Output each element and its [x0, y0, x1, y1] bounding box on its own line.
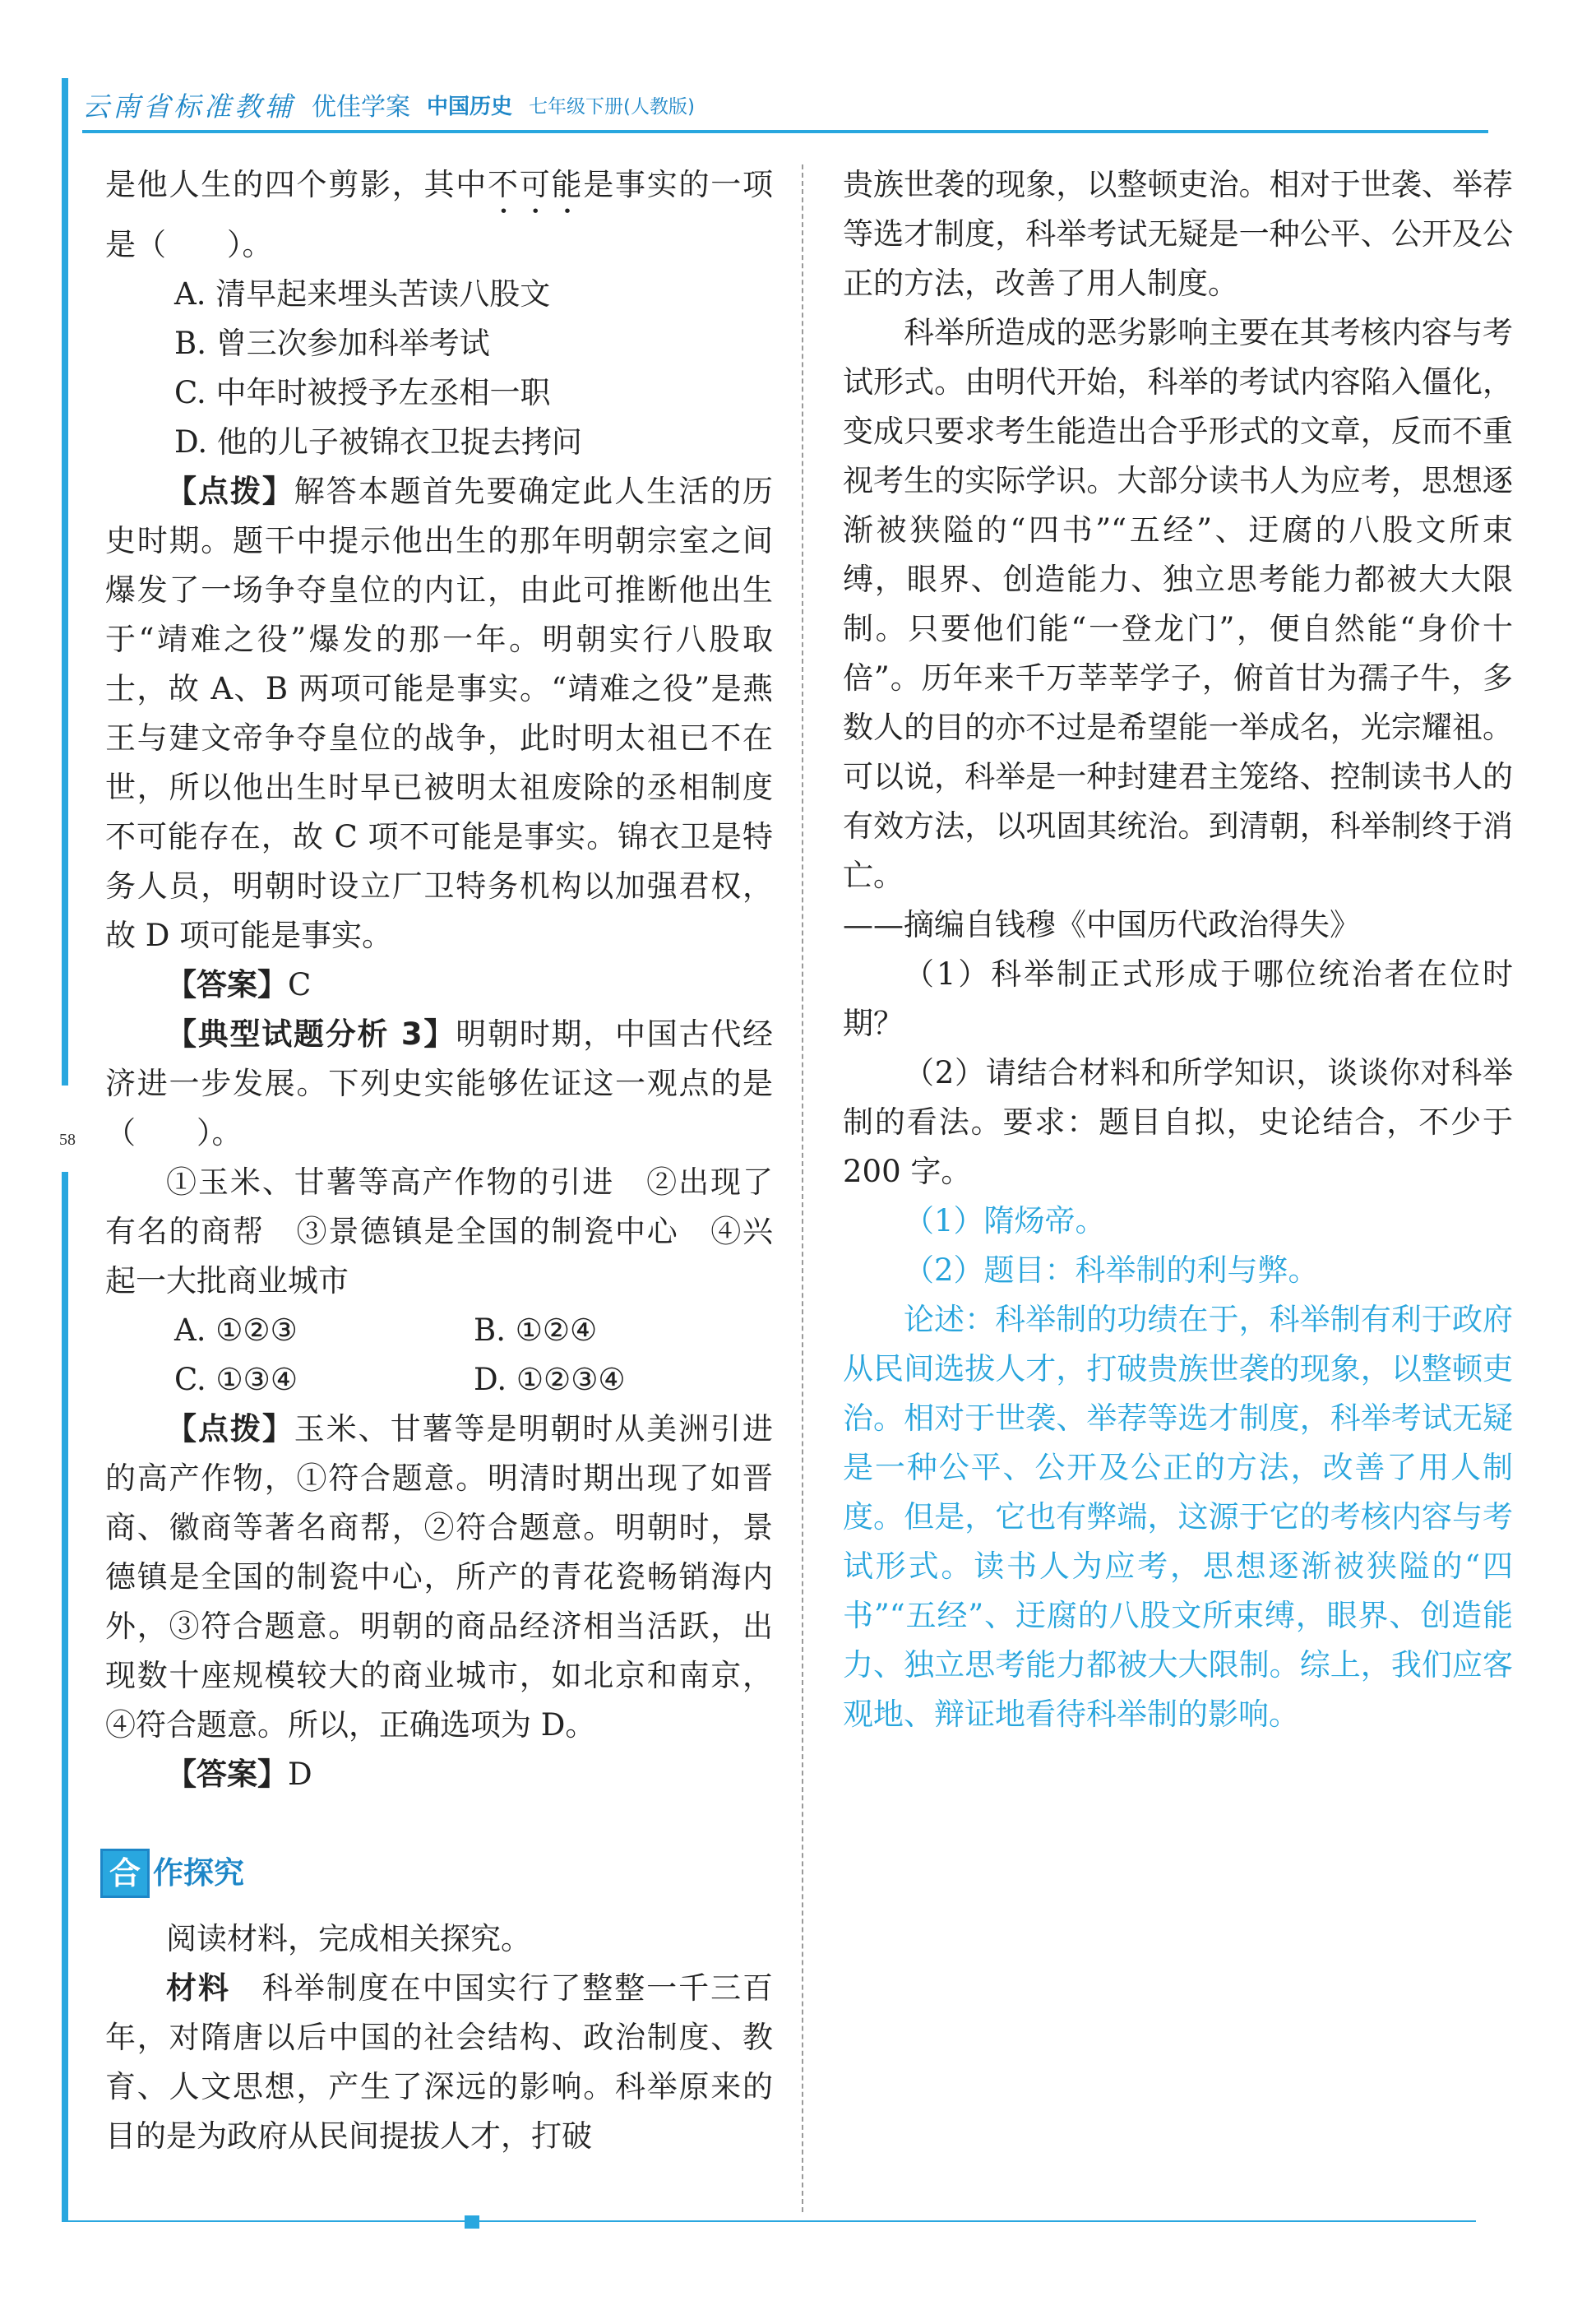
option-d: D. 他的儿子被锦衣卫捉去拷问	[174, 424, 582, 460]
answer-2-title: （2）题目：科举制的利与弊。	[904, 1252, 1319, 1288]
hint-paragraph	[105, 467, 773, 961]
stem-emphasis: 不可能	[488, 167, 584, 202]
answer3-tag: 【答案】	[166, 1757, 288, 1792]
question3-stem	[105, 1010, 773, 1158]
book-title: 优佳学案	[312, 93, 410, 122]
option-a: A. 清早起来埋头苦读八股文	[174, 276, 551, 312]
page-number: 58	[59, 1131, 76, 1149]
material-text-2: 贵族世袭的现象，以整顿吏治。相对于世袭、举荐等选才制度，科举考试无疑是一种公平、公开及公正的方法，改善了用人制度。	[843, 167, 1513, 301]
series-title: 云南省标准教辅	[82, 90, 295, 123]
question3-items: ①玉米、甘薯等高产作物的引进 ②出现了有名的商帮 ③景德镇是全国的制瓷中心 ④兴起一大批商业城市	[105, 1164, 773, 1299]
left-column	[105, 160, 773, 2161]
option3-a: A. ①②③	[174, 1312, 298, 1348]
grade-label: 七年级下册(人教版)	[529, 95, 695, 118]
question-2: （2）请结合材料和所学知识，谈谈你对科举制的看法。要求：题目自拟，史论结合，不少于 200 字。	[843, 1055, 1513, 1189]
subject-label: 中国历史	[427, 94, 513, 119]
option3-d: D. ①②③④	[474, 1362, 626, 1397]
material-tag: 材料	[166, 1970, 230, 2006]
material-text-3: 科举所造成的恶劣影响主要在其考核内容与考试形式。由明代开始，科举的考试内容陷入僵化，变成只要求考生能造出合乎形式的文章，反而不重视考生的实际学识。大部分读书人为应考，思想逐渐被狭隘的“四书”“五经”、迂腐的八股文所束缚，眼界、创造能力、独立思考能力都被大大限制。只要他们能“一登龙门”，便自然能“身价十倍”。历年来千万莘莘学子，俯首甘为孺子牛，多数人的目的亦不过是希望能一举成名，光宗耀祖。可以说，科举是一种封建君主笼络、控制读书人的有效方法，以巩固其统治。到清朝，科举制终于消亡。	[843, 315, 1513, 893]
section-heading	[105, 1849, 773, 1898]
page-header	[82, 81, 1488, 128]
hint-tag: 【点拨】	[166, 474, 294, 509]
answer-2-body: 论述：科举制的功绩在于，科举制有利于政府从民间选拔人才，打破贵族世袭的现象，以整顿吏治。相对于世袭、举荐等选才制度，科举考试无疑是一种公平、公开及公正的方法，改善了用人制度。但是，它也有弊端，这源于它的考核内容与考试形式。读书人为应考，思想逐渐被狭隘的“四书”“五经”、迂腐的八股文所束缚，眼界、创造能力、独立思考能力都被大大限制。综上，我们应客观地、辩证地看待科举制的影响。	[843, 1302, 1513, 1732]
question3-text: 明朝时期，中国古代经济进一步发展。下列史实能够佐证这一观点的是（ ）。	[105, 1016, 773, 1150]
section-title: 作探究	[153, 1855, 244, 1891]
question-stem	[105, 160, 773, 270]
answer-line	[105, 961, 773, 1010]
hint3-paragraph	[105, 1405, 773, 1750]
answer-tag: 【答案】	[166, 967, 288, 1002]
bottom-rule	[62, 2220, 1476, 2222]
question3-tag: 【典型试题分析 3】	[166, 1016, 456, 1052]
section-icon-char: 合	[100, 1849, 150, 1898]
answer-1: （1）隋炀帝。	[904, 1203, 1106, 1238]
stem-text-end: 是事实的一项是（ ）。	[105, 167, 773, 262]
stem-text: 是他人生的四个剪影，其中	[105, 167, 488, 202]
bottom-marker	[465, 2215, 479, 2229]
hint3-tag: 【点拨】	[166, 1411, 294, 1447]
hint3-text: 玉米、甘薯等是明朝时从美洲引进的高产作物，①符合题意。明清时期出现了如晋商、徽商等著名商帮，②符合题意。明朝时，景德镇是全国的制瓷中心，所产的青花瓷畅销海内外，③符合题意。明朝的商品经济相当活跃，出现数十座规模较大的商业城市，如北京和南京，④符合题意。所以，正确选项为 D。	[105, 1411, 774, 1743]
page-number-gap	[58, 1086, 74, 1172]
option-b: B. 曾三次参加科举考试	[174, 326, 490, 361]
right-column	[843, 160, 1513, 1739]
material-paragraph	[105, 1964, 773, 2161]
material-source: ——摘编自钱穆《中国历代政治得失》	[843, 907, 1360, 942]
option-c: C. 中年时被授予左丞相一职	[174, 375, 551, 410]
header-rule	[82, 130, 1488, 133]
answer3-line	[105, 1750, 773, 1799]
option3-b: B. ①②④	[474, 1312, 598, 1348]
answer-value: C	[288, 967, 312, 1002]
answer3-value: D	[288, 1757, 312, 1792]
coop-intro: 阅读材料，完成相关探究。	[166, 1921, 531, 1956]
question3-options-row1	[105, 1306, 773, 1355]
option3-c: C. ①③④	[174, 1362, 298, 1397]
material-text-1: 科举制度在中国实行了整整一千三百年，对隋唐以后中国的社会结构、政治制度、教育、人文思想，产生了深远的影响。科举原来的目的是为政府从民间提拔人才，打破	[105, 1970, 774, 2154]
question3-options-row2	[105, 1355, 773, 1405]
column-divider	[802, 164, 803, 2212]
question-1: （1）科举制正式形成于哪位统治者在位时期？	[843, 956, 1513, 1041]
hint-text: 解答本题首先要确定此人生活的历史时期。题干中提示他出生的那年明朝宗室之间爆发了一场争夺皇位的内讧，由此可推断他出生于“靖难之役”爆发的那一年。明朝实行八股取士，故 A、B 两项可能是事实。“靖难之役”是燕王与建文帝争夺皇位的战争，此时明太祖已不在世，所以他出生时早已被明太祖废除的丞相制度不可能存在，故 C 项不可能是事实。锦衣卫是特务人员，明朝时设立厂卫特务机构以加强君权，故 D 项可能是事实。	[105, 474, 774, 953]
